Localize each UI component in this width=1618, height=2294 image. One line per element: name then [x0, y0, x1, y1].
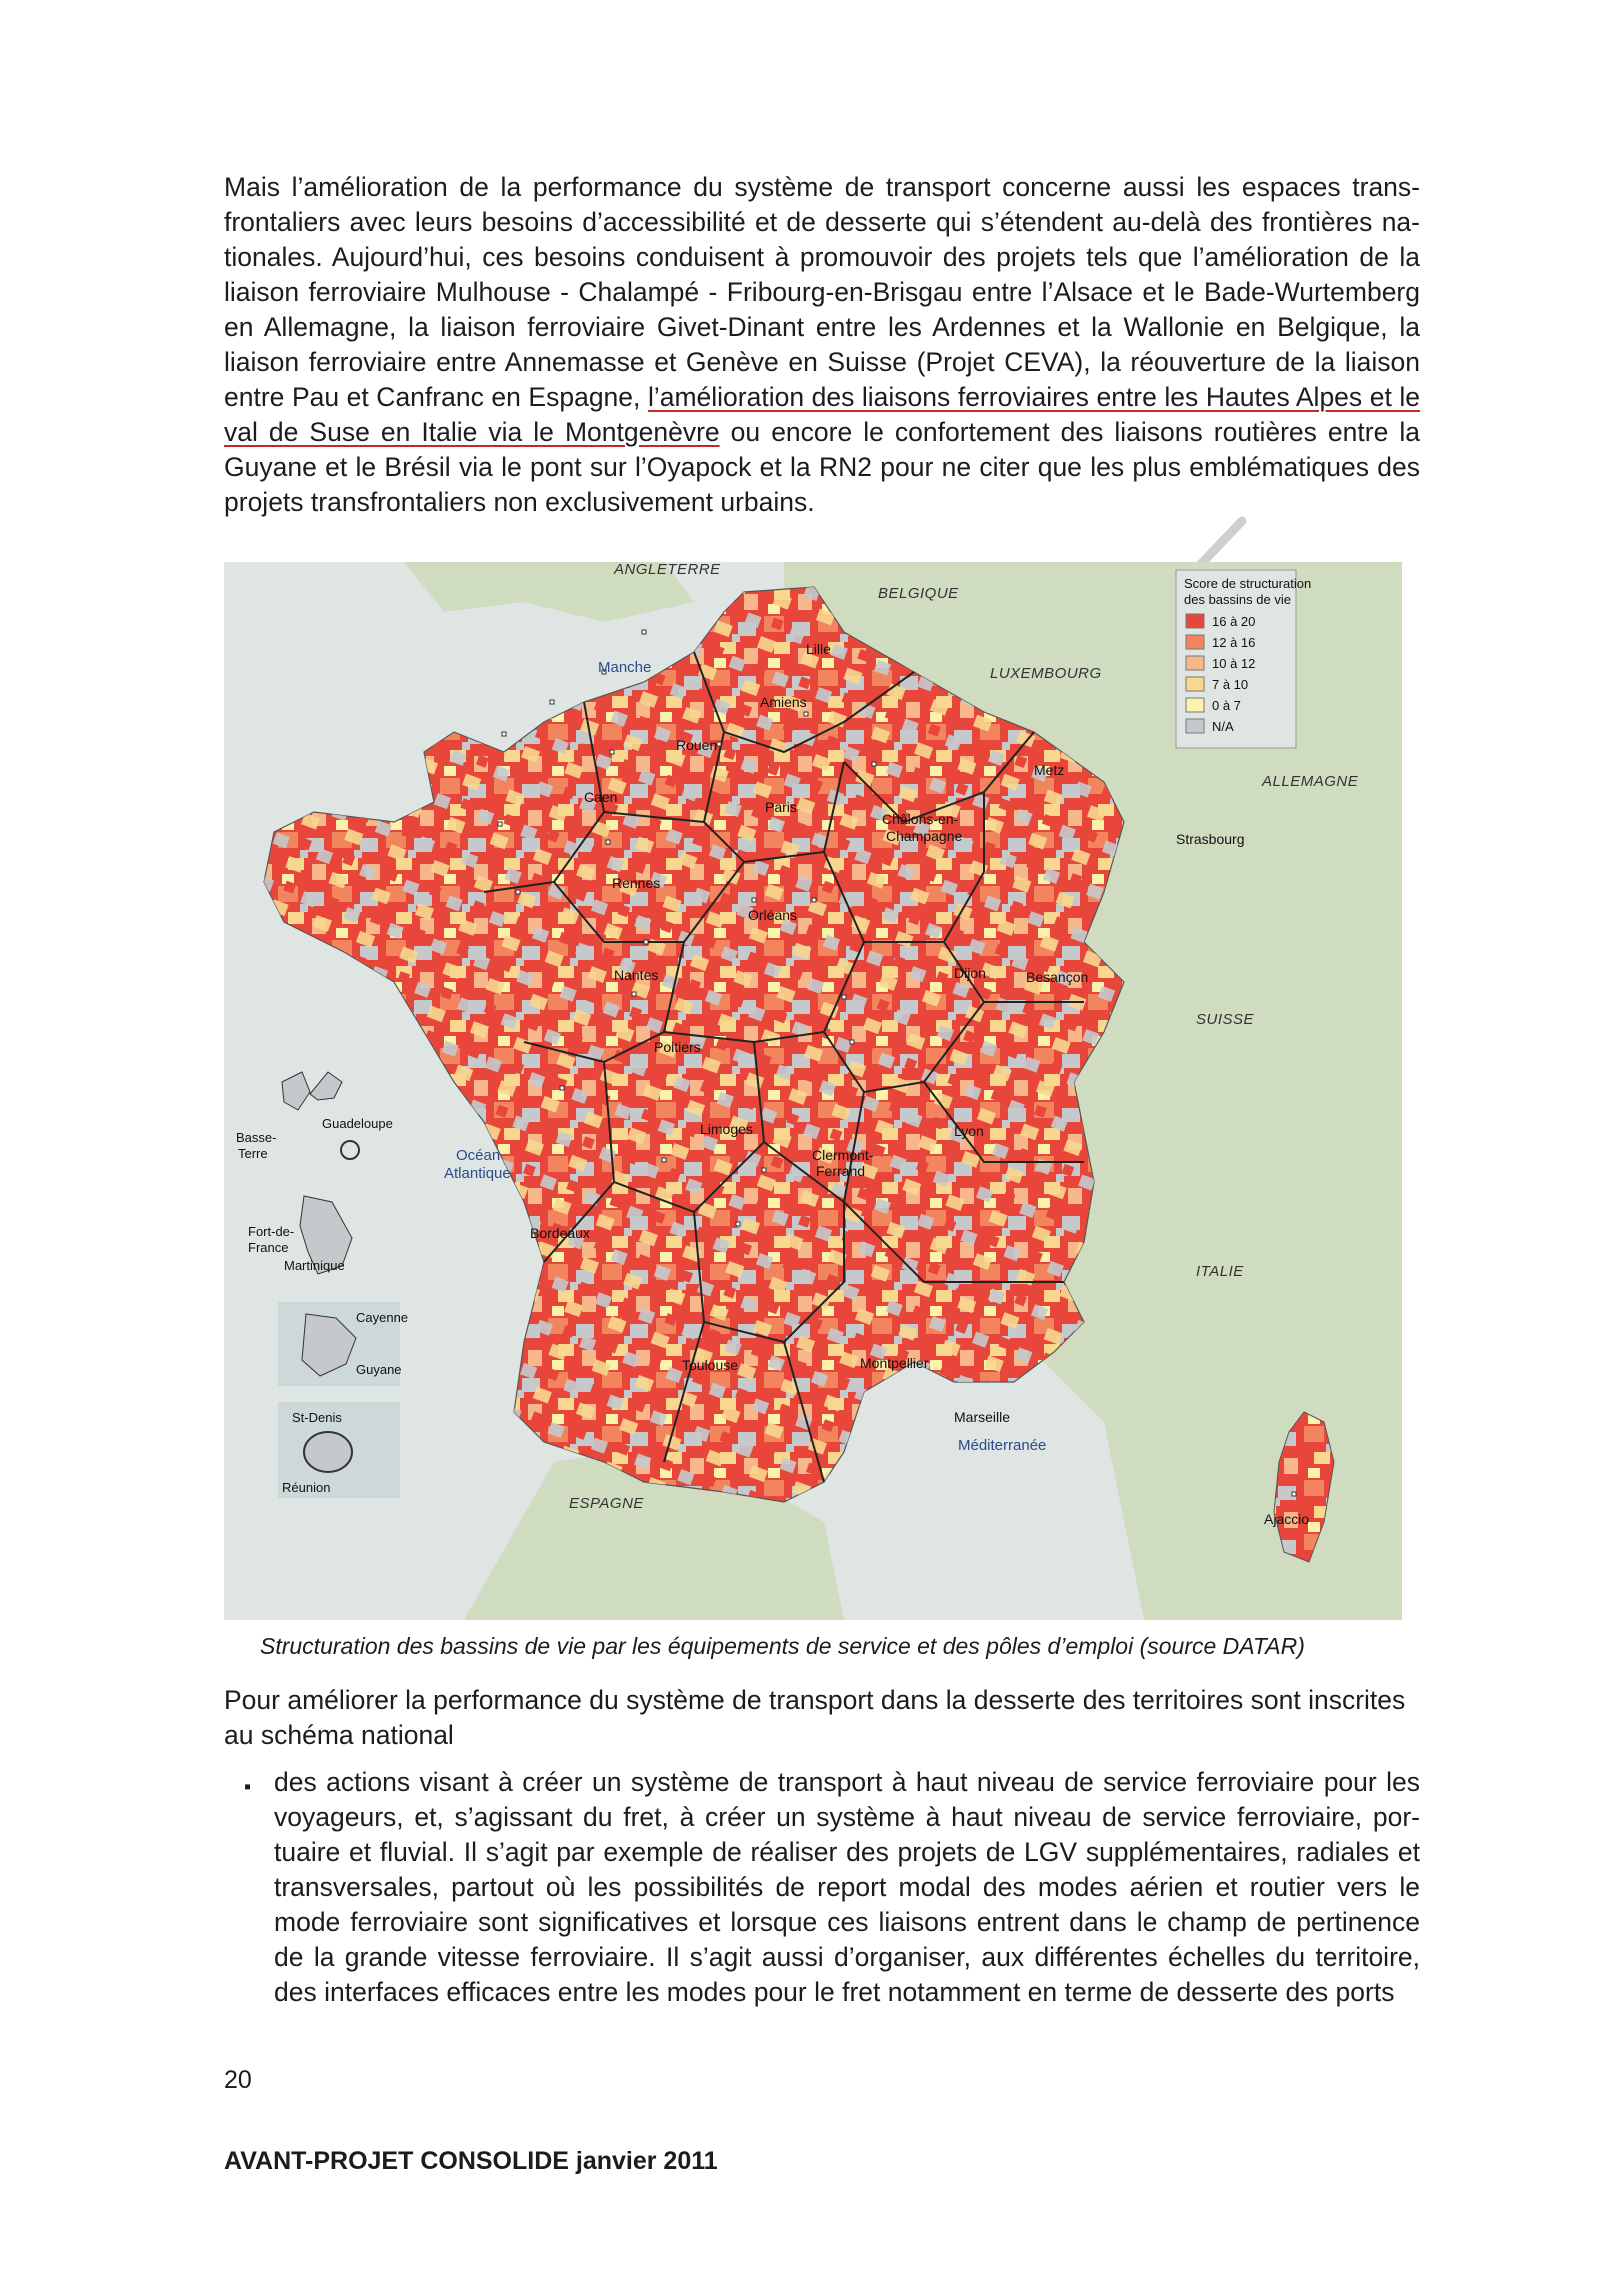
legend-title-1: Score de structuration [1184, 576, 1312, 591]
label-luxembourg: LUXEMBOURG [990, 665, 1102, 682]
label-toulouse: Toulouse [682, 1357, 739, 1373]
label-martinique: Martinique [284, 1258, 345, 1273]
legend-swatch [1186, 677, 1204, 691]
map-figure [224, 562, 1402, 1620]
inset-guyane [278, 1302, 408, 1386]
legend-swatch [1186, 656, 1204, 670]
label-lyon: Lyon [954, 1123, 984, 1139]
label-basse-terre-1: Basse- [236, 1130, 277, 1145]
label-lille: Lille [806, 641, 831, 657]
label-cayenne: Cayenne [356, 1310, 409, 1325]
label-basse-terre-2: Terre [238, 1146, 268, 1161]
label-limoges: Limoges [700, 1121, 753, 1137]
bullet-marker: ▪ [244, 1776, 252, 1798]
label-orleans: Orléans [748, 907, 798, 923]
label-fort-1: Fort-de- [248, 1224, 295, 1239]
label-fort-2: France [248, 1240, 289, 1255]
label-angleterre: ANGLETERRE [614, 562, 721, 578]
label-allemagne: ALLEMAGNE [1262, 773, 1359, 790]
legend-label: 0 à 7 [1212, 698, 1241, 713]
figure-caption: Structuration des bassins de vie par les équipements de service et des pôles d’emploi (source DATAR) [260, 1633, 1305, 1659]
label-metz: Metz [1034, 762, 1065, 778]
label-clermont-2: Ferrand [816, 1163, 866, 1179]
label-nantes: Nantes [614, 967, 659, 983]
label-reunion: Réunion [282, 1480, 331, 1495]
map-svg [224, 562, 1402, 1620]
label-poitiers: Poitiers [654, 1039, 701, 1055]
label-montpellier: Montpellier [860, 1355, 929, 1371]
legend-swatch [1186, 614, 1204, 628]
legend-label: 12 à 16 [1212, 635, 1256, 650]
label-strasbourg: Strasbourg [1176, 831, 1245, 847]
legend-label: 7 à 10 [1212, 677, 1249, 692]
label-suisse: SUISSE [1196, 1011, 1255, 1028]
label-guadeloupe: Guadeloupe [322, 1116, 393, 1131]
label-marseille: Marseille [954, 1409, 1011, 1425]
label-espagne: ESPAGNE [569, 1495, 644, 1512]
label-italie: ITALIE [1196, 1263, 1244, 1280]
label-rouen: Rouen [676, 737, 718, 753]
inset-guadeloupe [236, 1072, 393, 1161]
label-besancon: Besançon [1026, 969, 1089, 985]
page-number: 20 [224, 2066, 252, 2094]
label-guyane: Guyane [356, 1362, 402, 1377]
label-chalons-1: Châlons-en- [882, 811, 959, 827]
label-belgique: BELGIQUE [878, 585, 959, 602]
legend-swatch [1186, 635, 1204, 649]
inset-reunion [278, 1402, 400, 1498]
label-ocean-2: Atlantique [444, 1165, 511, 1182]
label-ajaccio: Ajaccio [1264, 1511, 1310, 1527]
label-dijon: Dijon [954, 965, 986, 981]
intro-text-end: ou encore le confortement des liaisons routières entre la Guyane et le Brésil via le pont sur l’Oyapock et la RN2 pour ne citer que les plus emblématiques des projets transfrontaliers non exclusivement urbains. [224, 417, 1420, 517]
legend [1176, 570, 1311, 748]
bullet-item: des actions visant à créer un système de transport à haut niveau de service ferroviaire pour les voyageurs, et, s’agissant du fret, à créer un système à haut niveau de service ferroviaire, portuaire et fluvial. Il s’agit par exemple de réaliser des projets de LGV supplémentaires, radiales et transversales, partout où les possibilités de report modal des modes aérien et routier vers le mode ferroviaire sont significatives et lorsque ces liaisons entrent dans le champ de pertinence de la grande vitesse ferroviaire. Il s’agit aussi d’organiser, aux différentes échelles du territoire, des interfaces efficaces entre les modes pour le fret notamment en terme de desserte des ports [274, 1767, 1420, 2007]
legend-label: 10 à 12 [1212, 656, 1256, 671]
footer-title: AVANT-PROJET CONSOLIDE janvier 2011 [224, 2147, 718, 2175]
legend-title-2: des bassins de vie [1184, 592, 1291, 607]
underlined-passage: l’amélioration des liaisons ferroviaires entre les Hautes Alpes et le val de Suse en Italie via le Montgenèvre [224, 382, 1421, 447]
legend-swatch [1186, 719, 1204, 733]
body-paragraph: Pour améliorer la performance du système de transport dans la desserte des territoires sont inscrites au schéma national [224, 1685, 1406, 1750]
legend-label: N/A [1212, 719, 1234, 734]
label-bordeaux: Bordeaux [530, 1225, 590, 1241]
label-amiens: Amiens [760, 694, 807, 710]
label-st-denis: St-Denis [292, 1410, 342, 1425]
intro-paragraph [224, 170, 1420, 520]
label-clermont-1: Clermont- [812, 1147, 874, 1163]
intro-text-start: Mais l’amélioration de la performance du système de transport concerne aussi les espaces transfrontaliers avec leurs besoins d’accessibilité et de desserte qui s’étendent au-delà des frontières nationales. Aujourd’hui, ces besoins conduisent à promouvoir des projets tels que l’amélioration de la liaison ferroviaire Mulhouse - Chalampé - Fribourg-en-Brisgau entre l’Alsace et le Bade-Wurtemberg en Allemagne, la liaison ferroviaire Givet-Dinant entre les Ardennes et la Wallonie en Belgique, la liaison ferroviaire entre Annemasse et Genève en Suisse (Projet CEVA), la réouverture de la liaison entre Pau et Canfranc en Espagne, [224, 172, 1420, 412]
label-paris: Paris [765, 799, 797, 815]
label-rennes: Rennes [612, 875, 661, 891]
label-mediterranee: Méditerranée [958, 1437, 1047, 1454]
legend-swatch [1186, 698, 1204, 712]
label-chalons-2: Champagne [886, 828, 963, 844]
legend-label: 16 à 20 [1212, 614, 1256, 629]
label-manche: Manche [598, 659, 652, 676]
label-ocean-1: Océan [456, 1147, 501, 1164]
inset-martinique [248, 1196, 352, 1274]
label-caen: Caen [584, 789, 618, 805]
